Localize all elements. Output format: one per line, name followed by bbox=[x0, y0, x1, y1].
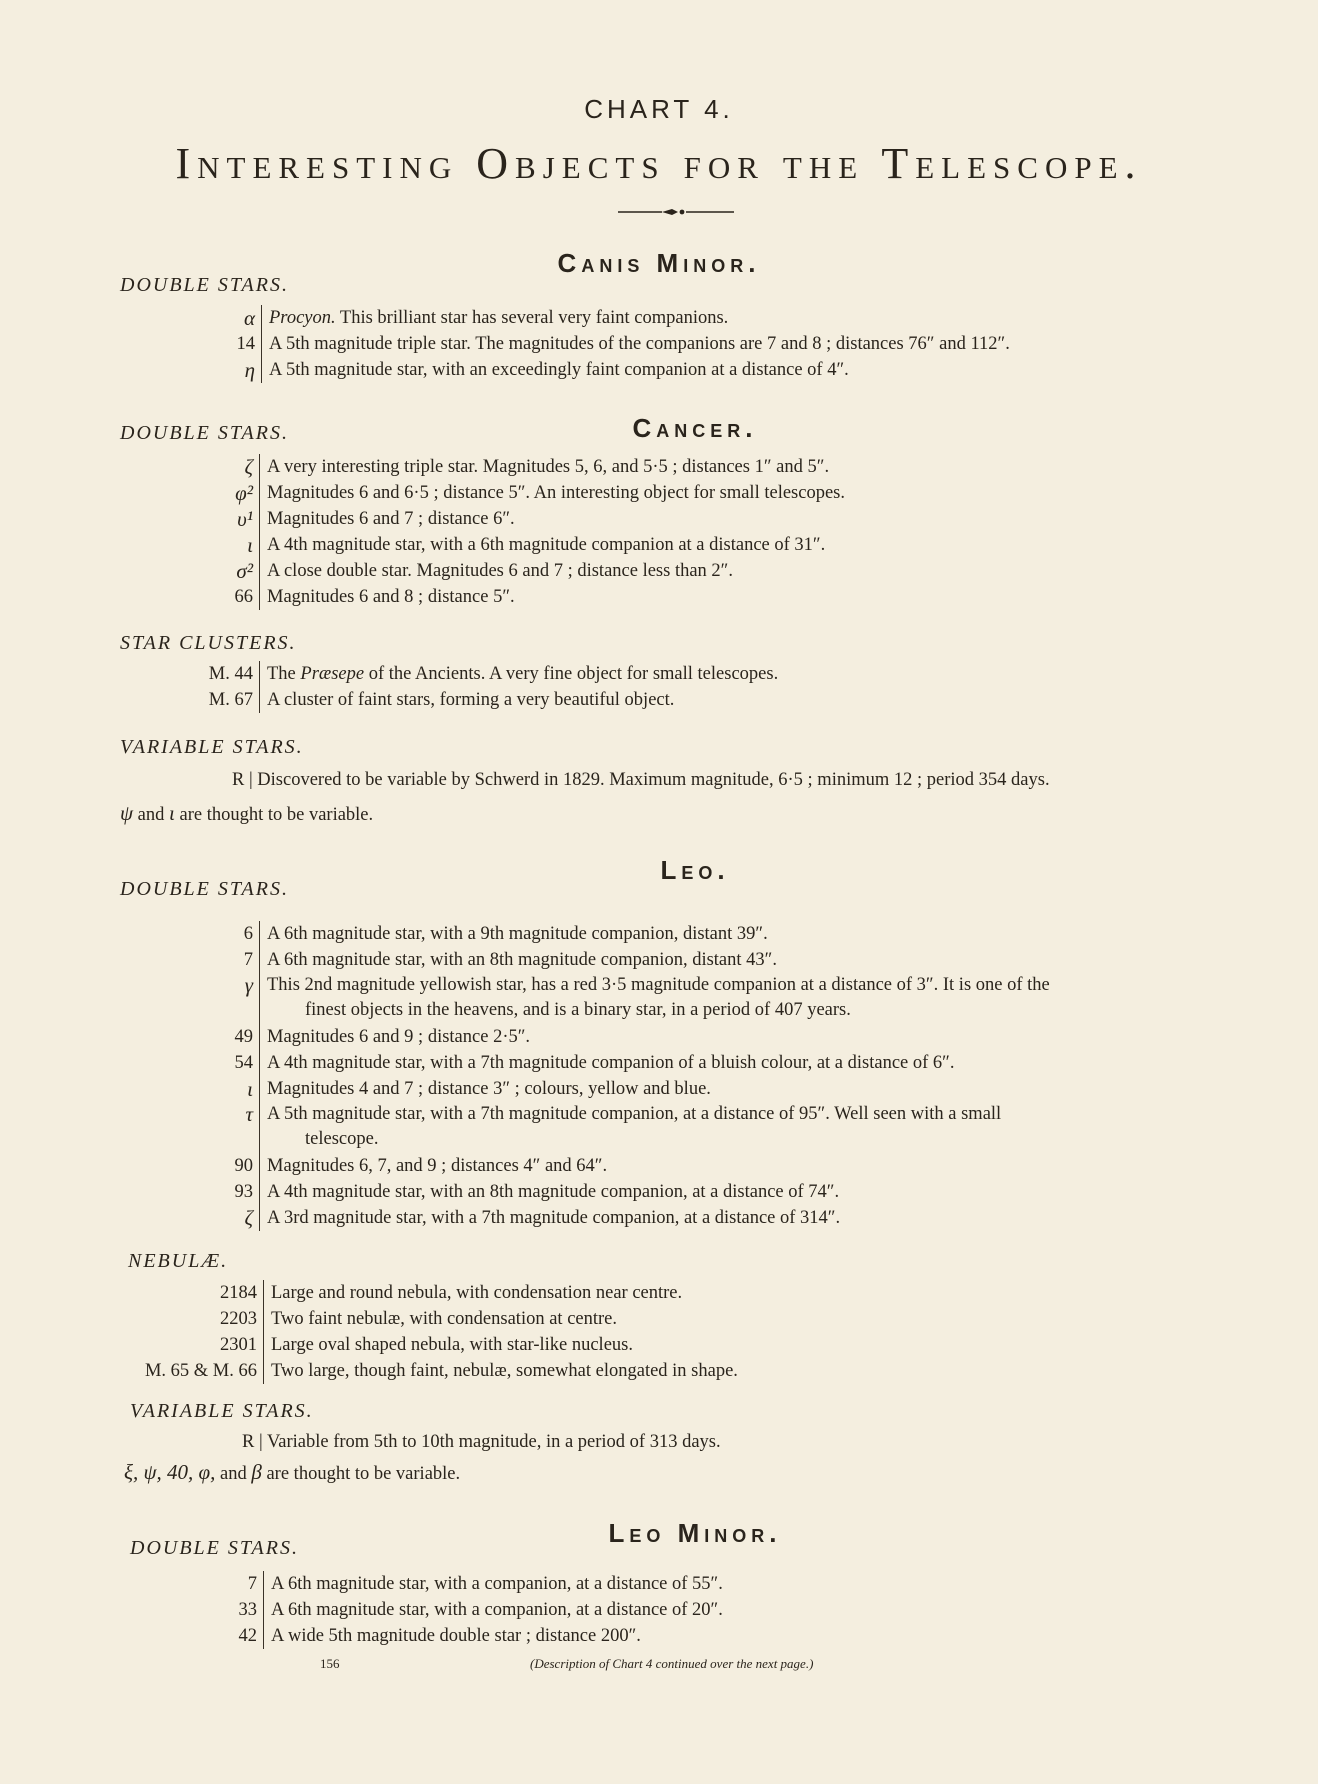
section-title-cancer: Cancer. bbox=[632, 413, 758, 443]
text-and: and bbox=[215, 1464, 252, 1484]
list-item bbox=[210, 532, 845, 558]
nebula-description: Large oval shaped nebula, with star-like nucleus. bbox=[271, 1335, 633, 1355]
nebula-label: 2301 bbox=[120, 1332, 264, 1358]
nebula-label: 2184 bbox=[120, 1280, 264, 1306]
leo-minor-double-stars-heading: DOUBLE STARS. bbox=[130, 1537, 299, 1559]
list-item bbox=[212, 331, 1010, 357]
list-item bbox=[210, 1076, 1270, 1102]
list-item bbox=[120, 1332, 738, 1358]
star-label: σ² bbox=[210, 558, 260, 584]
star-description-continuation: telescope. bbox=[305, 1129, 379, 1149]
star-description: A very interesting triple star. Magnitudes 5, 6, and 5·5 ; distances 1″ and 5″. bbox=[267, 457, 830, 477]
star-description: Magnitudes 6 and 8 ; distance 5″. bbox=[267, 587, 515, 607]
star-name: Procyon. bbox=[269, 308, 336, 328]
star-description bbox=[262, 305, 728, 331]
star-label: 6 bbox=[210, 921, 260, 947]
leo-nebulae-list bbox=[120, 1280, 738, 1384]
list-item bbox=[210, 1102, 1270, 1153]
list-item bbox=[212, 1571, 723, 1597]
list-item bbox=[210, 454, 845, 480]
leo-double-stars-list bbox=[210, 921, 1270, 1231]
chart-number: CHART 4. bbox=[584, 94, 734, 124]
continuation-note: (Description of Chart 4 continued over the next page.) bbox=[530, 1656, 814, 1671]
greek-symbol: β bbox=[251, 1460, 262, 1484]
section-title-leo: Leo. bbox=[660, 855, 730, 885]
list-item bbox=[120, 1280, 738, 1306]
cancer-double-stars-heading: DOUBLE STARS. bbox=[120, 422, 289, 444]
star-description: Magnitudes 6 and 7 ; distance 6″. bbox=[267, 509, 515, 529]
star-description: Magnitudes 6, 7, and 9 ; distances 4″ and 64″. bbox=[267, 1156, 608, 1176]
greek-symbol: ι bbox=[169, 801, 175, 825]
text-and: and bbox=[133, 805, 170, 825]
list-item bbox=[212, 1597, 723, 1623]
list-item bbox=[210, 1024, 1270, 1050]
cancer-double-stars-list bbox=[210, 454, 845, 610]
greek-symbol: ψ bbox=[120, 801, 134, 825]
list-item bbox=[190, 661, 778, 687]
list-item bbox=[212, 357, 1010, 383]
star-label: 7 bbox=[210, 947, 260, 973]
star-description bbox=[260, 973, 1050, 1024]
star-label: ι bbox=[210, 1076, 260, 1102]
star-label: η bbox=[212, 357, 262, 383]
section-title-leo-minor: Leo Minor. bbox=[608, 1518, 782, 1548]
star-label: 42 bbox=[212, 1623, 264, 1649]
star-description: Magnitudes 6 and 9 ; distance 2·5″. bbox=[267, 1027, 531, 1047]
list-item bbox=[210, 947, 1270, 973]
list-item bbox=[210, 973, 1270, 1024]
cancer-clusters-heading: STAR CLUSTERS. bbox=[120, 632, 297, 654]
leo-variable-heading: VARIABLE STARS. bbox=[130, 1400, 314, 1422]
text-variable: are thought to be variable. bbox=[261, 1464, 461, 1484]
greek-symbols: ξ, ψ, 40, φ, bbox=[124, 1460, 216, 1484]
page-number: 156 bbox=[320, 1656, 340, 1671]
nebula-description: Large and round nebula, with condensation near centre. bbox=[271, 1283, 683, 1303]
star-description: A 4th magnitude star, with an 8th magnitude companion, at a distance of 74″. bbox=[267, 1182, 840, 1202]
star-description: A 5th magnitude star, with an exceedingly faint companion at a distance of 4″. bbox=[269, 360, 849, 380]
star-label: 14 bbox=[212, 331, 262, 357]
leo-minor-double-stars-list bbox=[212, 1571, 723, 1649]
star-description bbox=[260, 1102, 1001, 1153]
page-title: Interesting Objects for the Telescope. bbox=[175, 139, 1143, 188]
list-item bbox=[210, 584, 845, 610]
star-label: 66 bbox=[210, 584, 260, 610]
cluster-description-text: of the Ancients. A very fine object for small telescopes. bbox=[364, 664, 779, 684]
star-description: A 6th magnitude star, with a 9th magnitude companion, distant 39″. bbox=[267, 924, 768, 944]
list-item bbox=[210, 558, 845, 584]
star-label: ι bbox=[210, 532, 260, 558]
list-item bbox=[210, 506, 845, 532]
star-description-text: This brilliant star has several very faint companions. bbox=[335, 308, 729, 328]
canis-minor-double-stars-heading: DOUBLE STARS. bbox=[120, 274, 289, 296]
nebula-description: Two large, though faint, nebulæ, somewhat elongated in shape. bbox=[271, 1361, 738, 1381]
list-item bbox=[212, 1623, 723, 1649]
star-label: 54 bbox=[210, 1050, 260, 1076]
list-item bbox=[210, 1153, 1270, 1179]
nebula-label: 2203 bbox=[120, 1306, 264, 1332]
star-label: 33 bbox=[212, 1597, 264, 1623]
star-label: υ¹ bbox=[210, 506, 260, 532]
list-item bbox=[210, 1050, 1270, 1076]
star-label: ζ bbox=[210, 1205, 260, 1231]
cluster-label: M. 44 bbox=[190, 661, 260, 687]
cluster-description: A cluster of faint stars, forming a very beautiful object. bbox=[267, 690, 675, 710]
cancer-variable-others bbox=[120, 801, 373, 826]
star-label: α bbox=[212, 305, 262, 331]
star-label: 90 bbox=[210, 1153, 260, 1179]
leo-variable-r: R | Variable from 5th to 10th magnitude, in a period of 313 days. bbox=[242, 1432, 721, 1452]
star-description: A wide 5th magnitude double star ; distance 200″. bbox=[271, 1626, 641, 1646]
star-label: 93 bbox=[210, 1179, 260, 1205]
nebula-label: M. 65 & M. 66 bbox=[120, 1358, 264, 1384]
cluster-name: Præsepe bbox=[300, 664, 365, 684]
text-variable: are thought to be variable. bbox=[174, 805, 374, 825]
list-item bbox=[120, 1358, 738, 1384]
star-label: φ² bbox=[210, 480, 260, 506]
star-label: ζ bbox=[210, 454, 260, 480]
star-description: A 4th magnitude star, with a 7th magnitude companion of a bluish colour, at a distance of 6″. bbox=[267, 1053, 955, 1073]
ornament-divider-icon bbox=[618, 204, 734, 220]
list-item bbox=[190, 687, 778, 713]
leo-nebulae-heading: NEBULÆ. bbox=[128, 1250, 229, 1272]
cluster-label: M. 67 bbox=[190, 687, 260, 713]
star-description-text: A 5th magnitude star, with a 7th magnitude companion, at a distance of 95″. Well seen with a small bbox=[267, 1104, 1002, 1124]
cancer-clusters-list bbox=[190, 661, 778, 713]
leo-variable-others bbox=[124, 1460, 460, 1485]
star-label: 7 bbox=[212, 1571, 264, 1597]
star-description: Magnitudes 4 and 7 ; distance 3″ ; colours, yellow and blue. bbox=[267, 1079, 711, 1099]
star-description-continuation: finest objects in the heavens, and is a binary star, in a period of 407 years. bbox=[305, 1000, 851, 1020]
star-description: A 5th magnitude triple star. The magnitudes of the companions are 7 and 8 ; distances 76″ and 112″. bbox=[269, 334, 1010, 354]
list-item bbox=[210, 1179, 1270, 1205]
star-description: A close double star. Magnitudes 6 and 7 ; distance less than 2″. bbox=[267, 561, 734, 581]
list-item bbox=[120, 1306, 738, 1332]
cluster-description bbox=[260, 661, 778, 687]
star-description: Magnitudes 6 and 6·5 ; distance 5″. An interesting object for small telescopes. bbox=[267, 483, 845, 503]
star-description: A 6th magnitude star, with a companion, at a distance of 20″. bbox=[271, 1600, 723, 1620]
star-description: A 6th magnitude star, with a companion, at a distance of 55″. bbox=[271, 1574, 723, 1594]
nebula-description: Two faint nebulæ, with condensation at centre. bbox=[271, 1309, 617, 1329]
star-description: A 6th magnitude star, with an 8th magnitude companion, distant 43″. bbox=[267, 950, 777, 970]
leo-double-stars-heading: DOUBLE STARS. bbox=[120, 878, 289, 900]
star-description-text: This 2nd magnitude yellowish star, has a red 3·5 magnitude companion at a distance of 3″. It is one of the bbox=[267, 975, 1050, 995]
list-item bbox=[210, 1205, 1270, 1231]
list-item bbox=[210, 921, 1270, 947]
star-label: γ bbox=[210, 973, 260, 1024]
cancer-variable-r: R | Discovered to be variable by Schwerd in 1829. Maximum magnitude, 6·5 ; minimum 12 ; period 354 days. bbox=[232, 770, 1050, 790]
star-description: A 3rd magnitude star, with a 7th magnitude companion, at a distance of 314″. bbox=[267, 1208, 841, 1228]
list-item bbox=[210, 480, 845, 506]
star-label: 49 bbox=[210, 1024, 260, 1050]
cancer-variable-heading: VARIABLE STARS. bbox=[120, 736, 304, 758]
star-description: A 4th magnitude star, with a 6th magnitude companion at a distance of 31″. bbox=[267, 535, 826, 555]
star-label: τ bbox=[210, 1102, 260, 1153]
list-item bbox=[212, 305, 1010, 331]
section-title-canis-minor: Canis Minor. bbox=[557, 248, 761, 278]
cluster-description-prefix: The bbox=[267, 664, 301, 684]
canis-minor-double-stars-list bbox=[212, 305, 1010, 383]
